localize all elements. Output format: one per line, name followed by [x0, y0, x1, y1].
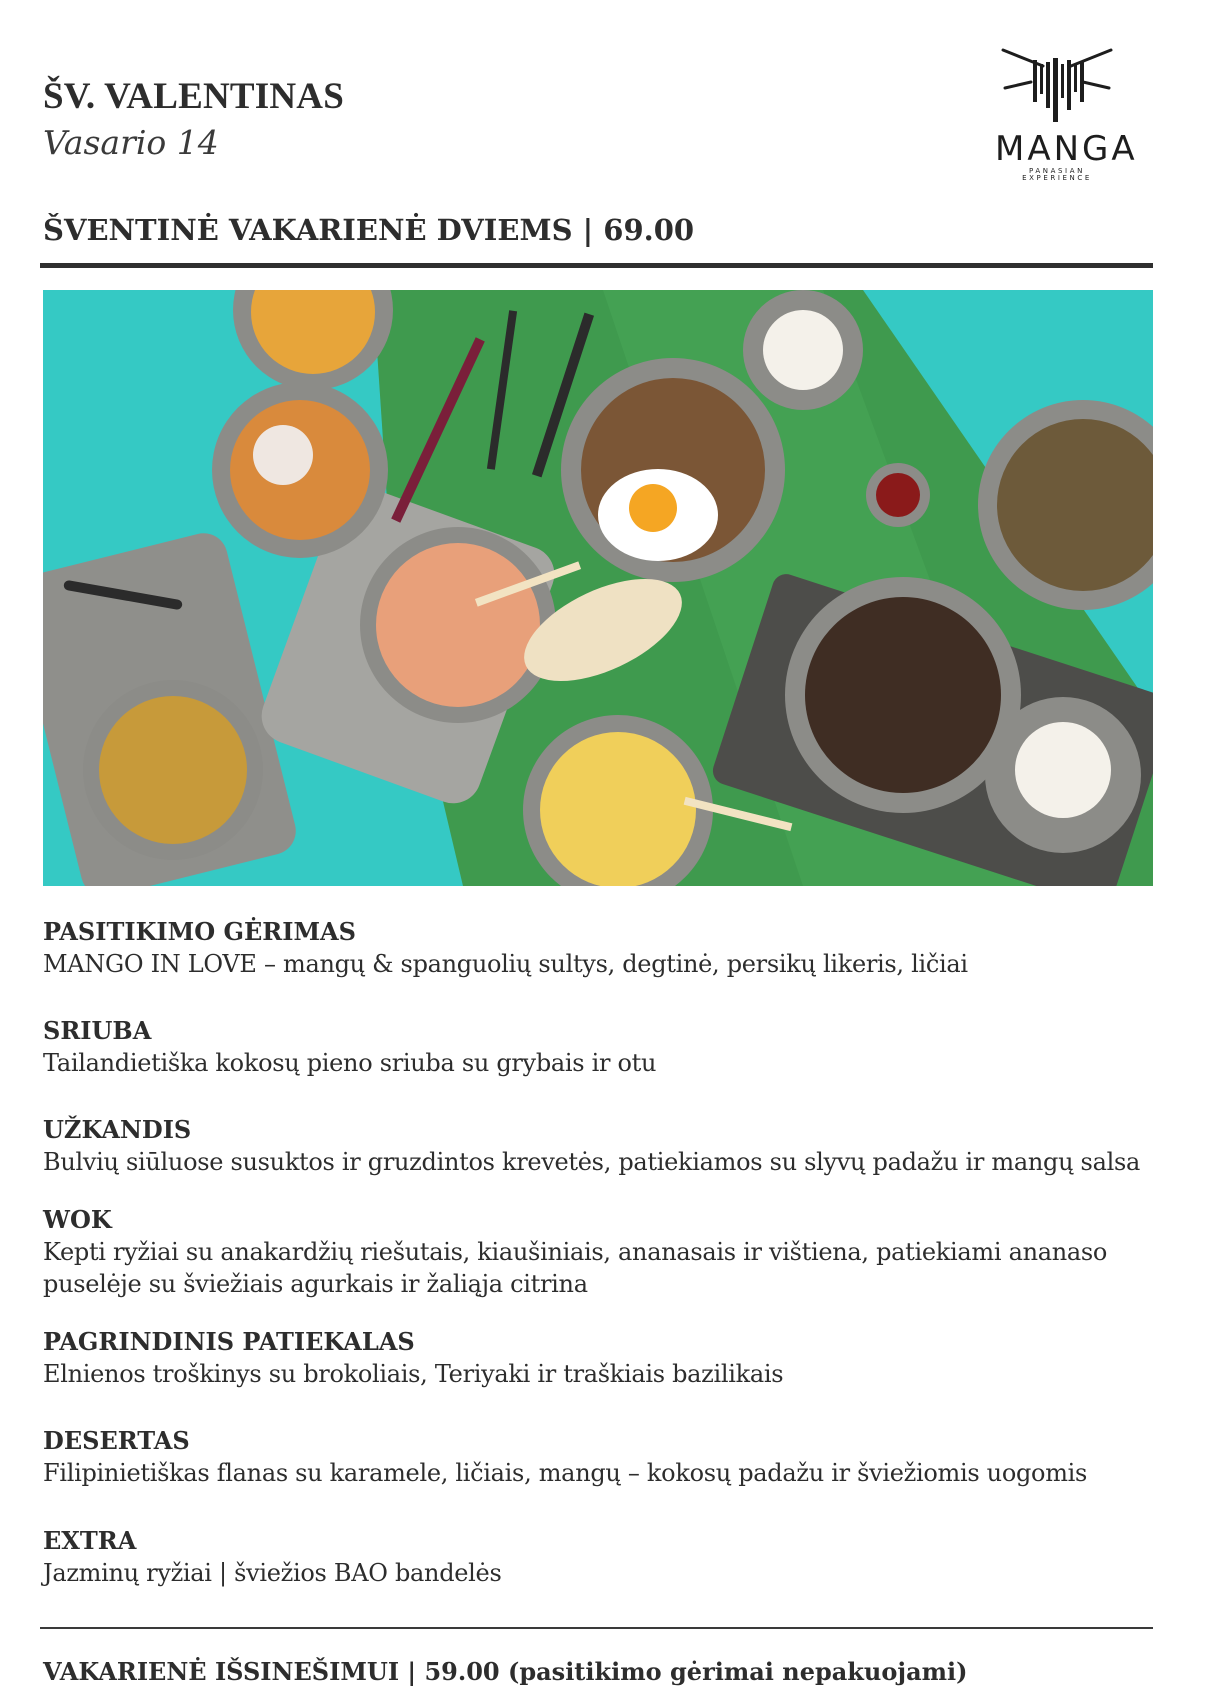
section-description: Bulvių siūluose susuktos ir gruzdintos krevetės, patiekiamos su slyvų padažu ir mangų salsa	[43, 1148, 1140, 1176]
menu-section	[43, 916, 1153, 1015]
section-description: Filipinietiškas flanas su karamele, ličiais, mangų – kokosų padažu ir šviežiomis uogomis	[43, 1459, 1088, 1487]
event-date: Vasario 14	[43, 123, 219, 162]
food-photo	[43, 290, 1153, 886]
logo-tagline: PANASIAN EXPERIENCE	[1022, 167, 1092, 182]
section-description: Elnienos troškinys su brokoliais, Teriyaki ir traškiais bazilikais	[43, 1360, 784, 1388]
section-title: PAGRINDINIS PATIEKALAS	[43, 1327, 415, 1356]
footer-divider	[40, 1627, 1153, 1629]
menu-section	[43, 1204, 1153, 1326]
section-title: WOK	[43, 1205, 112, 1234]
menu-section	[43, 1326, 1153, 1425]
section-description: puselėje su šviežiais agurkais ir žaliąja citrina	[43, 1270, 588, 1298]
manga-logo	[995, 44, 1138, 184]
menu-section	[43, 1425, 1153, 1525]
section-title: PASITIKIMO GĖRIMAS	[43, 917, 356, 946]
logo-wordmark: MANGA	[995, 129, 1138, 169]
section-title: UŽKANDIS	[43, 1115, 192, 1144]
section-description: Jazminų ryžiai | šviežios BAO bandelės	[43, 1559, 502, 1587]
takeaway-offer: VAKARIENĖ IŠSINEŠIMUI | 59.00 (pasitikimo gėrimai nepakuojami)	[43, 1657, 968, 1686]
page-title: ŠV. VALENTINAS	[43, 76, 345, 117]
food-photo-illustration	[43, 290, 1153, 886]
menu-section	[43, 1525, 1153, 1595]
section-title: EXTRA	[43, 1526, 137, 1555]
offer-title: ŠVENTINĖ VAKARIENĖ DVIEMS | 69.00	[43, 213, 695, 247]
menu-section	[43, 1114, 1153, 1204]
section-description: MANGO IN LOVE – mangų & spanguolių sultys, degtinė, persikų likeris, ličiai	[43, 950, 968, 978]
divider	[40, 263, 1153, 268]
section-description: Tailandietiška kokosų pieno sriuba su grybais ir otu	[43, 1049, 657, 1077]
section-title: DESERTAS	[43, 1426, 190, 1455]
section-description: Kepti ryžiai su anakardžių riešutais, kiaušiniais, ananasais ir vištiena, patiekiami ananaso	[43, 1238, 1108, 1266]
section-title: SRIUBA	[43, 1016, 152, 1045]
chopsticks-bars-icon	[995, 44, 1119, 124]
menu-list	[43, 916, 1153, 1595]
menu-section	[43, 1015, 1153, 1114]
